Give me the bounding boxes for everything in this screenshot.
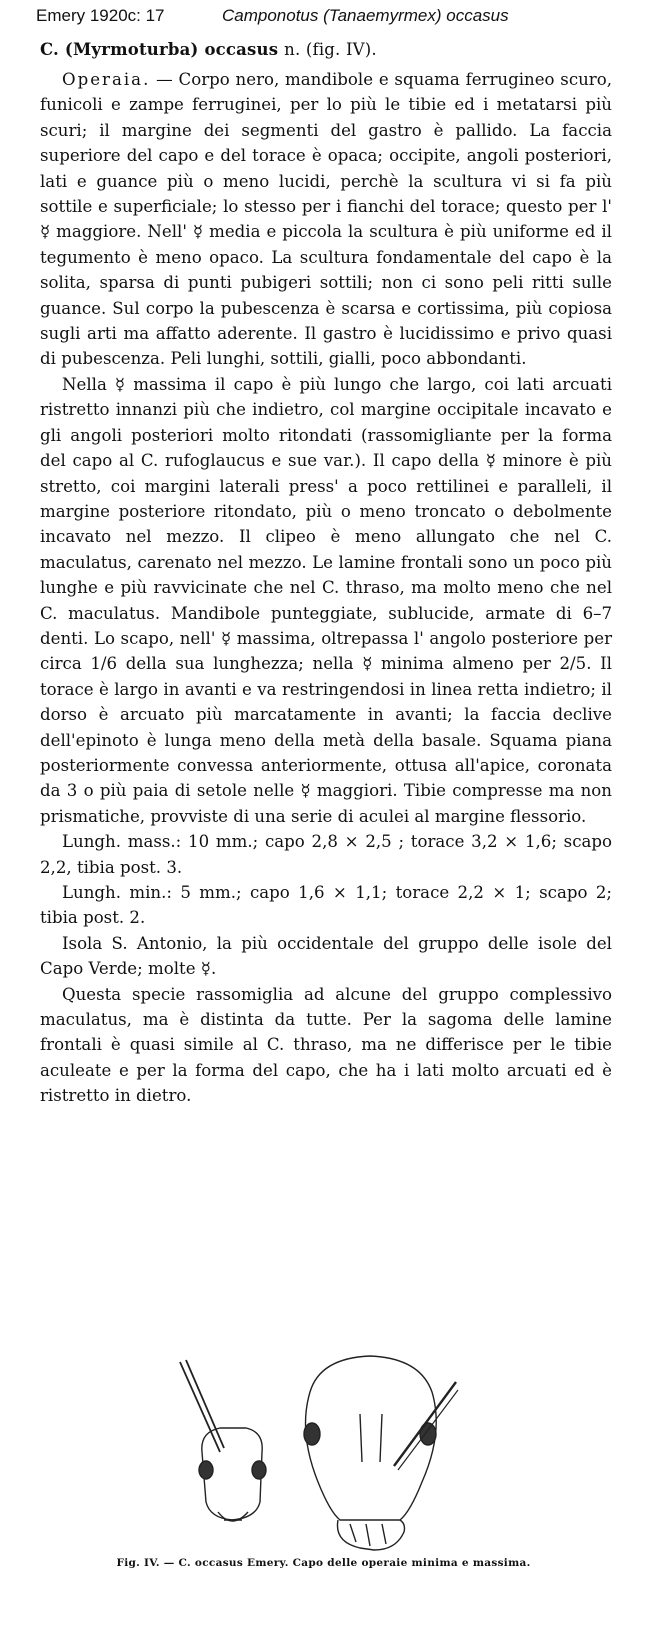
species-name: C. (Myrmoturba) occasus	[40, 40, 279, 59]
paragraph-measure-max: Lungh. mass.: 10 mm.; capo 2,8 × 2,5 ; torace 3,2 × 1,6; scapo 2,2, tibia post. 3.	[40, 832, 612, 877]
paragraph-measure-min: Lungh. min.: 5 mm.; capo 1,6 × 1,1; torace 2,2 × 1; scapo 2; tibia post. 2.	[40, 883, 612, 928]
citation-label: Emery 1920c: 17	[36, 6, 165, 25]
taxon-label: Camponotus (Tanaemyrmex) occasus	[222, 6, 509, 25]
description-body	[40, 67, 612, 1109]
paragraph-operaia	[40, 67, 612, 372]
head-massima-illustration	[304, 1356, 458, 1550]
paragraph-lead: Operaia.	[62, 70, 151, 89]
species-note: n. (fig. IV).	[284, 40, 377, 59]
paragraph-text: — Corpo nero, mandibole e squama ferrugineo scuro, funicoli e zampe ferruginei, per lo più le tibie ed i metatarsi più scuri; il margine dei segmenti del gastro è pallido. La faccia superiore del capo e del torace è opaca; occipite, angoli posteriori, lati e guance più o meno lucidi, perchè la scultura vi si fa più sottile e superficiale; lo stesso per i fianchi del torace; questo per l' ☿ maggiore. Nell' ☿ media e piccola la scultura è più uniforme ed il tegumento è meno opaco. La scultura fondamentale del capo è la solita, sparsa di punti pubigeri sottili; non ci sono peli ritti sulle guance. Sul corpo la pubescenza è scarsa e cortissima, più copiosa sugli arti ma affatto aderente. Il gastro è lucidissimo e privo quasi di pubescenza. Peli lunghi, sottili, gialli, poco abbondanti.	[40, 70, 612, 369]
paragraph-locality: Isola S. Antonio, la più occidentale del gruppo delle isole del Capo Verde; molte ☿.	[40, 933, 612, 979]
figure-heads	[160, 1352, 460, 1552]
species-title	[40, 40, 377, 59]
paragraph-comparison: Questa specie rassomiglia ad alcune del gruppo complessivo maculatus, ma è distinta da tutte. Per la sagoma delle lamine frontali è quasi simile al C. thraso, ma ne differisce per le tibie aculeate e per la forma del capo, che ha i lati molto arcuati ed è ristretto in dietro.	[40, 984, 612, 1106]
head-minima-illustration	[180, 1360, 266, 1521]
paragraph-nella: Nella ☿ massima il capo è più lungo che largo, coi lati arcuati ristretto innanzi più che indietro, col margine occipitale incavato e gli angoli posteriori molto ritondati (rassomigliante per la forma del capo al C. rufoglaucus e sue var.). Il capo della ☿ minore è più stretto, coi margini laterali press' a poco rettilinei e paralleli, il margine posteriore ritondato, più o meno troncato o debolmente incavato nel mezzo. Il clipeo è meno allungato che nel C. maculatus, carenato nel mezzo. Le lamine frontali sono un poco più lunghe e più ravvicinate che nel C. thraso, ma molto meno che nel C. maculatus. Mandibole punteggiate, sublucide, armate di 6–7 denti. Lo scapo, nell' ☿ massima, oltrepassa l' angolo posteriore per circa 1/6 della sua lunghezza; nella ☿ minima almeno per 2/5. Il torace è largo in avanti e va restringendosi in linea retta indietro; il dorso è arcuato più marcatamente in avanti; la faccia declive dell'epinoto è lunga meno della metà della basale. Squama piana posteriormente convessa anteriormente, ottusa all'apice, coronata da 3 o più paia di setole nelle ☿ maggiori. Tibie compresse ma non prismatiche, provviste di una serie di aculei al margine flessorio.	[40, 374, 612, 826]
page-header	[36, 6, 637, 30]
figure-caption: Fig. IV. — C. occasus Emery. Capo delle operaie minima e massima.	[116, 1557, 531, 1569]
